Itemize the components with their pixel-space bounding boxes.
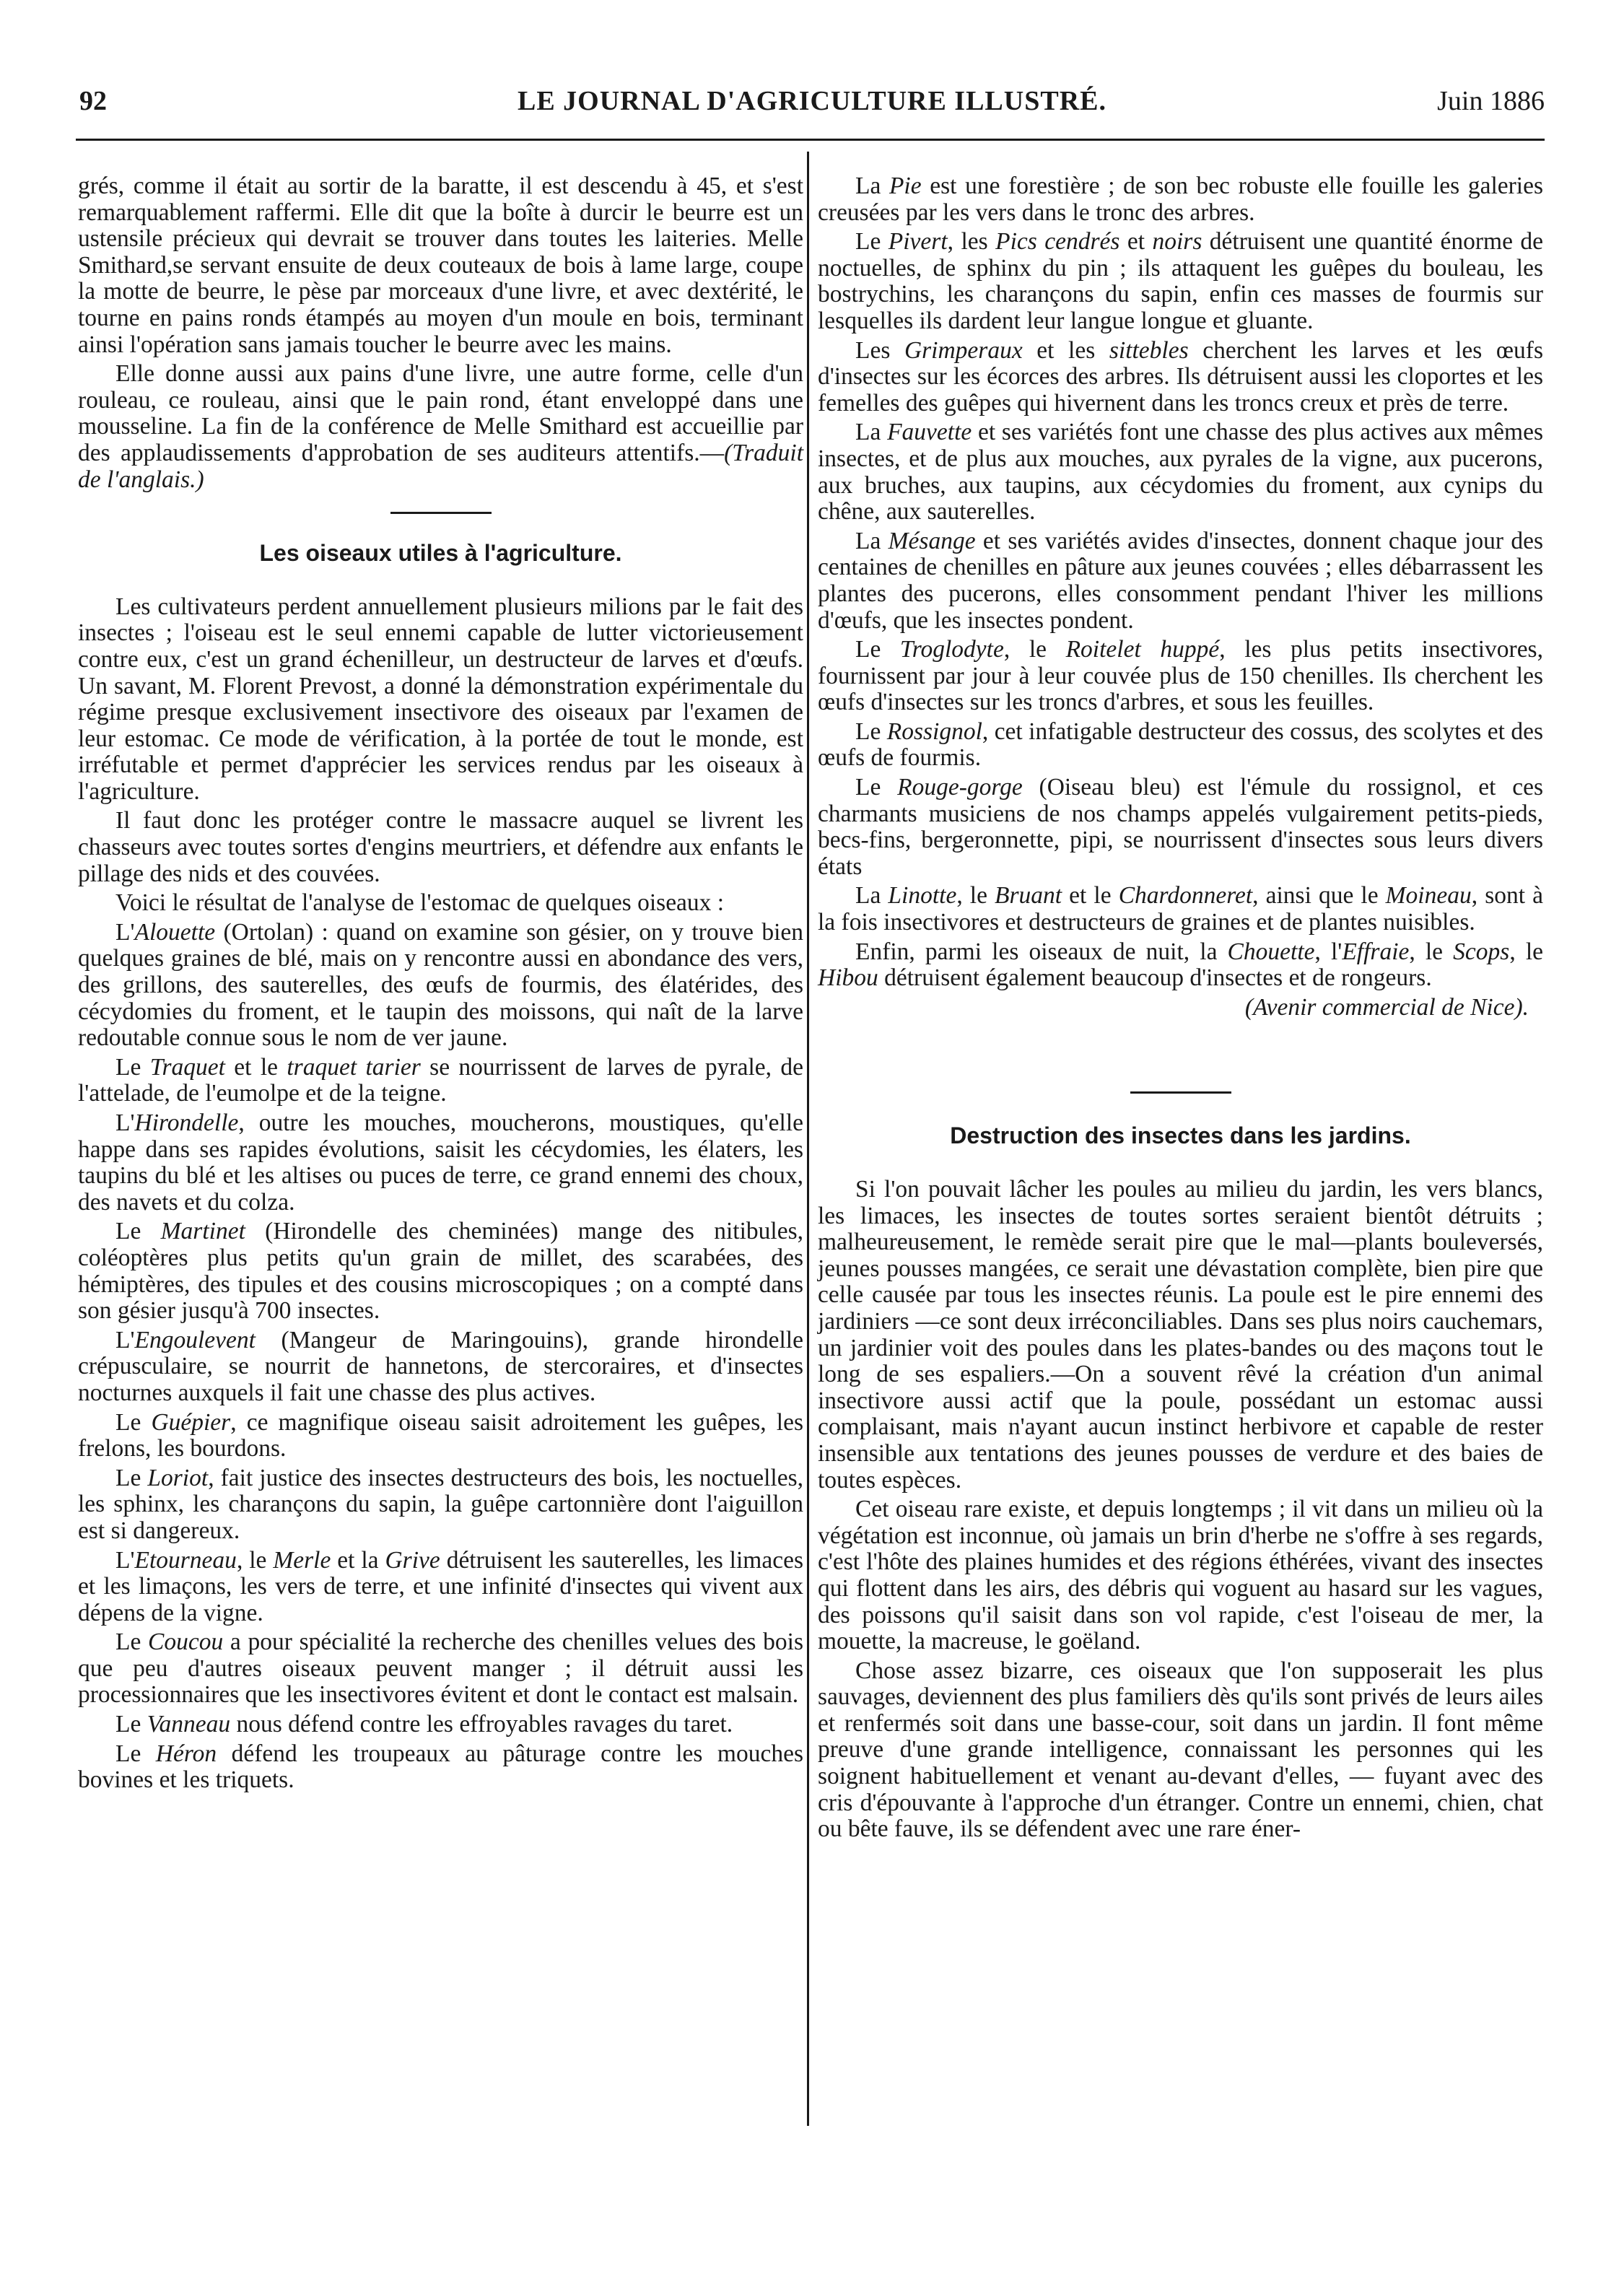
section-separator	[390, 512, 492, 514]
article-paragraph: Si l'on pouvait lâcher les poules au milieu du jardin, les vers blancs, les limaces, les insectes de toutes sortes seraient bientôt détruits ; malheureusement, le remède serait pire que le mal—plants bouleversés, jeunes pousses mangées, ce serait une dévastation complète, bien pire que celle causée par tous les insectes réunis. La poule est le pire ennemi des jardiniers —ce sont deux irréconciliables. Dans ses plus noirs cauchemars, un jardinier voit des poules dans les plates-bandes ou des maçons tout le long de ses espaliers.—On a souvent rêvé la création d'un animal insectivore aussi actif que la poule, possédant un estomac aussi complaisant, mais n'ayant aucun instinct herbivore et capable de rester insensible aux tentations des jeunes pousses de verdure et des baies de toutes espèces.	[818, 1176, 1543, 1494]
bird-entry-traquet: Le Traquet et le traquet tarier se nourrissent de larves de pyrale, de l'attelade, de l'eumolpe et de la teigne.	[78, 1053, 803, 1107]
bird-entry-engoulevent: L'Engoulevent (Mangeur de Maringouins), grande hirondelle crépusculaire, se nourrit de hannetons, de stercoraires, et d'insectes nocturnes auxquels il fait une chasse des plus actives.	[78, 1326, 803, 1406]
bird-entry-mesange: La Mésange et ses variétés avides d'insectes, donnent chaque jour des centaines de chenilles en pâture aux jeunes couvées ; elles débarrassent les plantes des pucerons, elles consomment pendant l'hiver les millions d'œufs, que les insectes pondent.	[818, 527, 1543, 634]
left-column	[78, 173, 803, 1797]
article-paragraph: Cet oiseau rare existe, et depuis longtemps ; il vit dans un milieu où la végétation est inconnue, où jamais un brin d'herbe ne s'offre à ses regards, c'est l'hôte des plaines humides et des régions éthérées, vivant des insectes qui flottent dans les airs, des débris qui voguent au hasard sur les vagues, des poissons qu'il saisit dans son vol rapide, c'est l'oiseau de mer, la mouette, la macreuse, le goëland.	[818, 1496, 1543, 1655]
bird-entry-hirondelle: L'Hirondelle, outre les mouches, moucherons, moustiques, qu'elle happe dans ses rapides évolutions, saisit les cécydomies, les élaters, les taupins du blé et les altises ou puces de terre, ce grand ennemi des choux, des navets et du colza.	[78, 1109, 803, 1216]
column-divider	[807, 152, 809, 2126]
issue-date: Juin 1886	[1437, 86, 1545, 116]
bird-entry-nocturnes: Enfin, parmi les oiseaux de nuit, la Chouette, l'Effraie, le Scops, le Hibou détruisent également beaucoup d'insectes et de rongeurs.	[818, 938, 1543, 992]
journal-title: LE JOURNAL D'AGRICULTURE ILLUSTRÉ.	[517, 86, 1106, 116]
bird-entry-rouge-gorge: Le Rouge-gorge (Oiseau bleu) est l'émule du rossignol, et ces charmants musiciens de nos champs appelés vulgairement petits-pieds, becs-fins, bergeronnette, pipi, se nourrissent d'insectes sous leurs divers états	[818, 774, 1543, 880]
header-rule	[76, 139, 1545, 141]
bird-entry-alouette: L'Alouette (Ortolan) : quand on examine son gésier, on y trouve bien quelques graines de blé, mais on y rencontre aussi en abondance des vers, des grillons, des sauterelles, des œufs de fourmis, des élatérides, des cécydomies du froment, et le taupin des moissons, qui naît de la larve redoutable connue sous le nom de ver jaune.	[78, 918, 803, 1052]
bird-entry-vanneau: Le Vanneau nous défend contre les effroyables ravages du taret.	[115, 1711, 733, 1738]
bird-entry-loriot: Le Loriot, fait justice des insectes destructeurs des bois, les noctuelles, les sphinx, les charançons du sapin, la guêpe cartonnière dont l'aiguillon est si dangereux.	[78, 1464, 803, 1544]
butter-paragraph-1: grés, comme il était au sortir de la baratte, il est descendu à 45, et s'est remarquablement raffermi. Elle dit que la boîte à durcir le beurre est un ustensile précieux qui devrait se trouver dans toutes les laiteries. Melle Smithard,se servant ensuite de deux couteaux de bois à lame large, coupe la motte de beurre, le pèse par morceaux d'une livre, et avec dextérité, le tourne en pains ronds étampés au moyen d'un moule en bois, terminant ainsi l'opération sans jamais toucher le beurre avec les mains.	[78, 173, 803, 358]
bird-entry-guepier: Le Guépier, ce magnifique oiseau saisit adroitement les guêpes, les frelons, les bourdons.	[78, 1408, 803, 1462]
bird-entry-heron: Le Héron défend les troupeaux au pâturage contre les mouches bovines et les triquets.	[78, 1740, 803, 1794]
bird-entry-fauvette: La Fauvette et ses variétés font une chasse des plus actives aux mêmes insectes, et de plus aux mouches, aux pyrales de la vigne, aux pucerons, aux bruches, aux taupins, aux cécydomies du froment, aux cynips du chêne, aux sauterelles.	[818, 419, 1543, 526]
source-citation: (Traduit de l'anglais.)	[78, 439, 803, 493]
section-separator	[1130, 1091, 1231, 1094]
bird-entry-pie: La Pie est une forestière ; de son bec robuste elle fouille les galeries creusées par les vers dans le tronc des arbres.	[818, 173, 1543, 226]
section-title-oiseaux: Les oiseaux utiles à l'agriculture.	[259, 540, 622, 567]
bird-entry-linotte: La Linotte, le Bruant et le Chardonneret, ainsi que le Moineau, sont à la fois insectivores et destructeurs de graines et de plantes nuisibles.	[818, 882, 1543, 936]
article-paragraph: Il faut donc les protéger contre le massacre auquel se livrent les chasseurs avec toutes sortes d'engins meurtriers, et défendre aux enfants le pillage des nids et des couvées.	[78, 807, 803, 887]
running-header	[79, 85, 1545, 128]
bird-entry-coucou: Le Coucou a pour spécialité la recherche des chenilles velues des bois que peu d'autres oiseaux peuvent manger ; il détruit aussi les processionnaires que les insectivores évitent et dont le contact est malsain.	[78, 1629, 803, 1709]
right-column	[818, 173, 1543, 1846]
bird-entry-martinet: Le Martinet (Hirondelle des cheminées) mange des nitibules, coléoptères plus petits qu'un grain de millet, des scarabées, des hémiptères, des tipules et des cousins microscopiques ; on a compté dans son gésier jusqu'à 700 insectes.	[78, 1218, 803, 1325]
page-number: 92	[79, 86, 107, 116]
article-paragraph: Les cultivateurs perdent annuellement plusieurs milions par le fait des insectes ; l'oiseau est le seul ennemi capable de lutter victorieusement contre eux, c'est un grand échenilleur, un destructeur de larves et d'œufs. Un savant, M. Florent Prevost, a donné la démonstration expérimentale du régime presque exclusivement insectivore des oiseaux par l'examen de leur estomac. Ce mode de vérification, à la portée de tout le monde, est irréfutable et permet d'apprécier les services rendus par les oiseaux à l'agriculture.	[78, 593, 803, 805]
article-paragraph: Chose assez bizarre, ces oiseaux que l'on supposerait les plus sauvages, deviennent des plus familiers dès qu'ils sont privés de leurs ailes et renfermés soit dans une basse-cour, soit dans un jardin. Il font même preuve d'une grande intelligence, connaissant les personnes qui les soignent habituellement et venant au-devant d'elles, — fuyant avec des cris d'épouvante à l'approche d'un étranger. Contre un ennemi, chien, chat ou bête fauve, ils se défendent avec une rare éner-	[818, 1657, 1543, 1843]
bird-entry-pivert: Le Pivert, les Pics cendrés et noirs détruisent une quantité énorme de noctuelles, de sphinx du pin ; ils attaquent les guêpes du bouleau, les bostrychins, les charançons du sapin, enfin ces masses de fourmis sur lesquelles ils dardent leur langue longue et gluante.	[818, 228, 1543, 334]
bird-entry-rossignol: Le Rossignol, cet infatigable destructeur des cossus, des scolytes et des œufs de fourmis.	[818, 718, 1543, 772]
bird-entry-etourneau: L'Etourneau, le Merle et la Grive détruisent les sauterelles, les limaces et les limaçons, les vers de terre, et une infinité d'insectes qui vivent aux dépens de la vigne.	[78, 1546, 803, 1626]
article-paragraph: Voici le résultat de l'analyse de l'estomac de quelques oiseaux :	[115, 889, 725, 917]
bird-entry-troglodyte: Le Troglodyte, le Roitelet huppé, les plus petits insectivores, fournissent par jour à leur couvée plus de 150 chenilles. Ils cherchent les œufs d'insectes sur les troncs d'arbres, et sous les feuilles.	[818, 636, 1543, 716]
bird-entry-grimperaux: Les Grimperaux et les sittebles cherchent les larves et les œufs d'insectes sur les écorces des arbres. Ils détruisent aussi les cloportes et les femelles des guêpes qui hivernent dans les troncs creux et près de terre.	[818, 336, 1544, 417]
butter-paragraph-2: Elle donne aussi aux pains d'une livre, une autre forme, celle d'un rouleau, ce rouleau, ainsi que le pain rond, étant enveloppé dans une mousseline. La fin de la conférence de Melle Smithard est accueillie par des applaudissements d'approbation de ses auditeurs attentifs.—(Traduit de l'anglais.)	[78, 360, 803, 493]
source-citation: (Avenir commercial de Nice).	[1244, 993, 1529, 1021]
section-title-destruction: Destruction des insectes dans les jardins.	[950, 1122, 1411, 1149]
